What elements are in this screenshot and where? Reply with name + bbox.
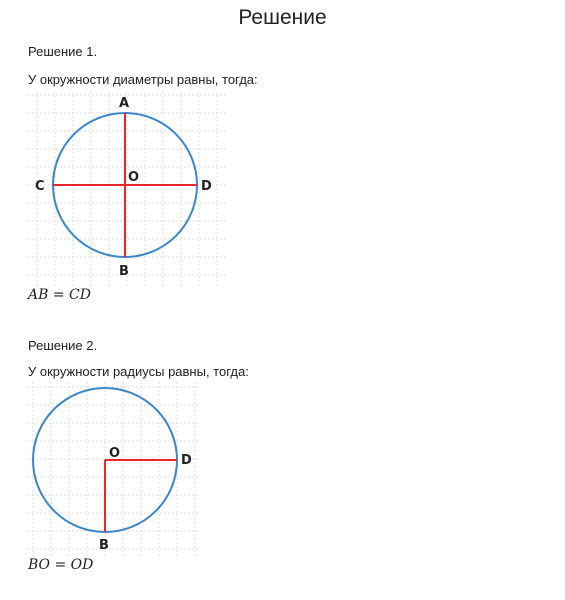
diagram-radii: [28, 382, 198, 557]
solution-1-heading: Решение 1.: [28, 44, 98, 59]
solution-2-heading: Решение 2.: [28, 338, 98, 353]
solution-1-formula: AB = CD: [28, 287, 91, 303]
point-o-label: O: [109, 446, 121, 461]
point-c-label: C: [35, 179, 45, 194]
point-d-label: D: [181, 453, 192, 468]
solution-2-text: У окружности радиусы равны, тогда:: [28, 364, 249, 379]
point-d-label: D: [201, 179, 212, 194]
point-b-label: B: [99, 538, 109, 553]
point-o-label: O: [128, 170, 140, 185]
diagram-diameters: [28, 92, 228, 287]
solution-1-text: У окружности диаметры равны, тогда:: [28, 72, 258, 87]
point-a-label: A: [119, 96, 130, 111]
page-title: Решение: [238, 6, 327, 29]
solution-2-formula: BO = OD: [28, 557, 94, 573]
point-b-label: B: [119, 264, 129, 279]
